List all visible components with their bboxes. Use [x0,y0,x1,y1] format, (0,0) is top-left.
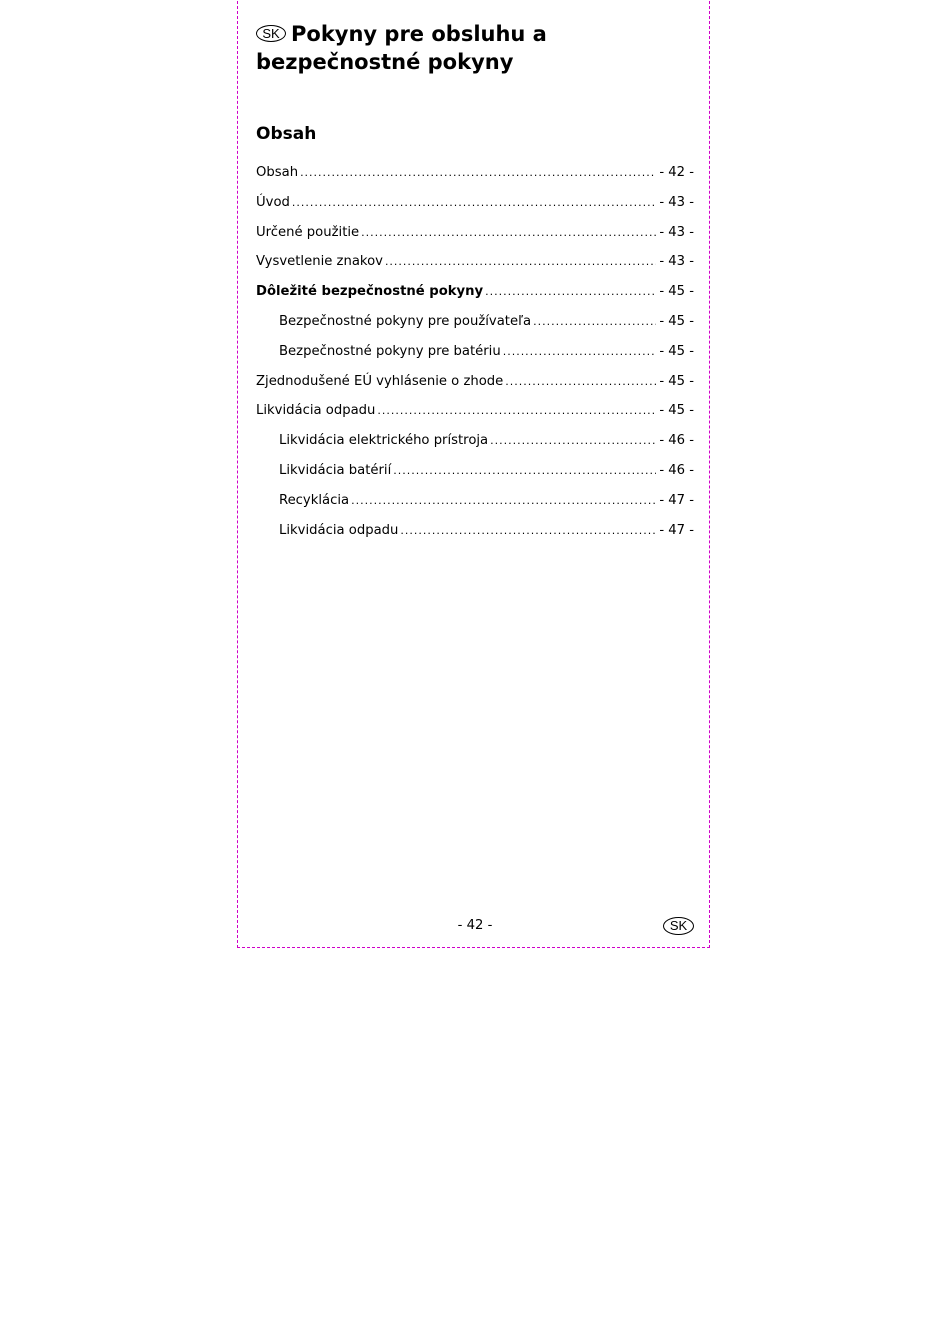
toc-entry-page: - 45 - [659,343,694,359]
toc-entry[interactable] [256,254,694,284]
toc-entry-label: Zjednodušené EÚ vyhlásenie o zhode [256,373,504,389]
toc-entry[interactable] [256,225,694,255]
toc-entry[interactable] [256,433,694,463]
toc-entry-page: - 46 - [659,462,694,478]
toc-leader-dots [503,345,657,358]
toc-entry-page: - 45 - [659,373,694,389]
toc-entry[interactable] [256,195,694,225]
toc-leader-dots [490,434,656,447]
toc-entry-label: Bezpečnostné pokyny pre používateľa [279,313,532,329]
toc-entry-page: - 43 - [659,194,694,210]
footer-language-badge-icon: SK [663,917,694,935]
toc-leader-dots [400,524,656,537]
toc-entry-label: Vysvetlenie znakov [256,254,383,270]
toc-entry-label: Likvidácia batérií [279,462,392,478]
page-title [256,20,694,76]
language-badge-icon: SK [256,25,286,42]
page-title-text: Pokyny pre obsluhu a bezpečnostné pokyny [256,22,547,74]
toc-leader-dots [485,285,656,298]
toc-entry[interactable] [256,463,694,493]
toc-entry-page: - 43 - [659,254,694,270]
toc-entry[interactable] [256,314,694,344]
table-of-contents [256,165,694,552]
toc-entry-label: Recyklácia [279,492,350,508]
toc-entry[interactable] [256,374,694,404]
page-content [256,20,694,538]
toc-entry[interactable] [256,344,694,374]
toc-entry-label: Bezpečnostné pokyny pre batériu [279,343,501,359]
toc-entry-page: - 47 - [659,522,694,538]
toc-entry[interactable] [256,493,694,523]
toc-entry[interactable] [256,523,694,553]
toc-entry-label: Likvidácia odpadu [256,403,376,419]
toc-entry-label: Obsah [256,165,299,180]
toc-entry-page: - 45 - [659,284,694,300]
toc-entry-page: - 46 - [659,433,694,449]
toc-leader-dots [505,375,656,388]
toc-entry-label: Určené použitie [256,224,360,240]
toc-leader-dots [385,255,656,268]
toc-heading: Obsah [256,124,317,144]
toc-leader-dots [533,315,656,328]
toc-leader-dots [351,494,656,507]
toc-entry[interactable] [256,284,694,314]
toc-leader-dots [300,166,656,179]
footer-page-number: - 42 - [457,918,493,933]
toc-entry-page: - 45 - [659,313,694,329]
toc-leader-dots [393,464,656,477]
toc-entry-page: - 47 - [659,492,694,508]
toc-entry-page: - 42 - [659,165,694,180]
toc-entry[interactable] [256,403,694,433]
toc-leader-dots [377,404,656,417]
toc-entry-label: Likvidácia elektrického prístroja [279,433,489,449]
toc-entry-page: - 43 - [659,224,694,240]
toc-entry[interactable] [256,165,694,195]
toc-entry-label: Dôležité bezpečnostné pokyny [256,284,484,300]
toc-leader-dots [361,226,656,239]
toc-leader-dots [292,196,656,209]
toc-entry-label: Likvidácia odpadu [279,522,399,538]
toc-entry-page: - 45 - [659,403,694,419]
toc-entry-label: Úvod [256,194,290,210]
